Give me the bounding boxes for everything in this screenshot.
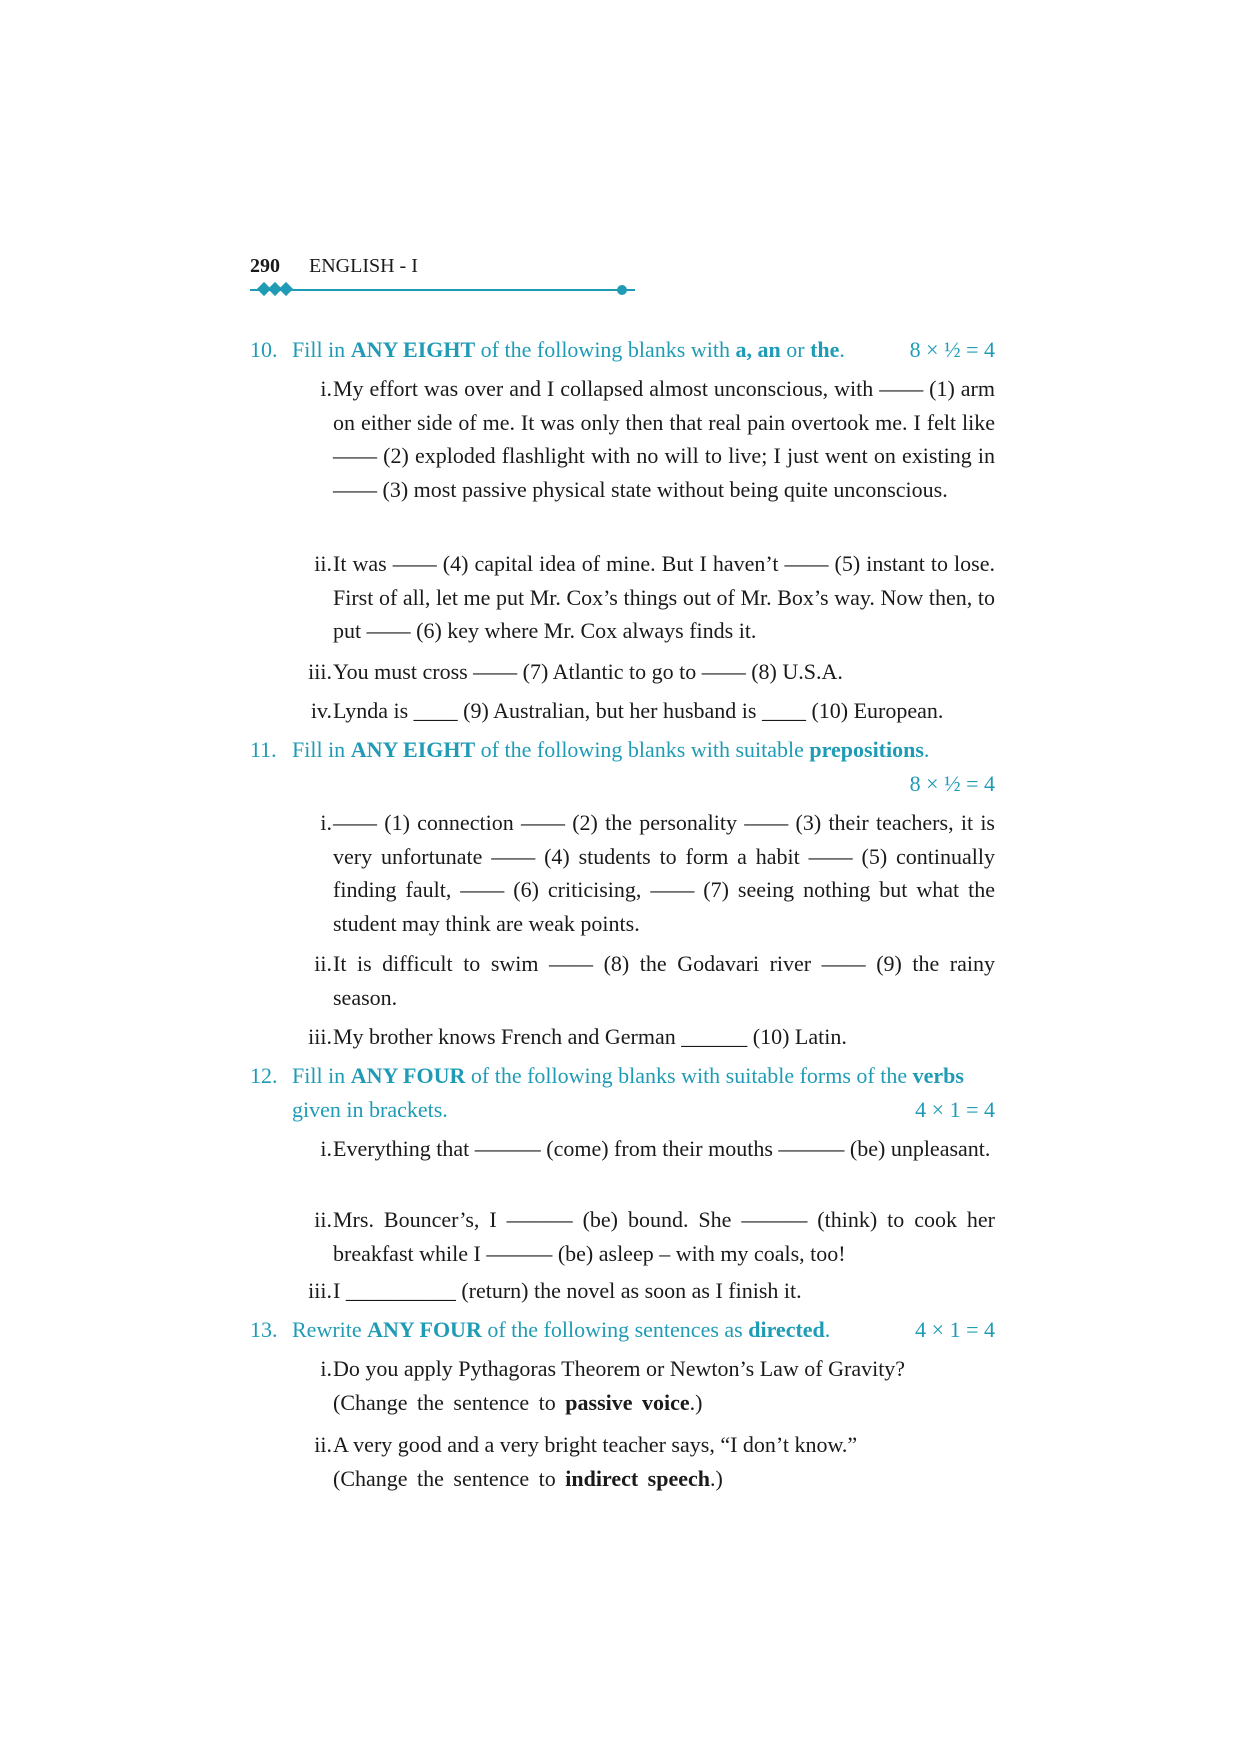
q-text: . (923, 737, 930, 762)
q-emphasis: ANY FOUR (367, 1317, 482, 1342)
q-emphasis: ANY EIGHT (350, 337, 476, 362)
instruction-emphasis: passive voice (565, 1389, 690, 1415)
item-numeral: i. (320, 810, 332, 835)
item-text: Everything that ——— (come) from their mouths ——— (be) unpleasant. (333, 1136, 991, 1161)
question-number: 11. (250, 737, 277, 762)
q-emphasis: directed (748, 1317, 825, 1342)
q-emphasis: ANY FOUR (350, 1063, 466, 1088)
question-number: 10. (250, 337, 278, 362)
q-emphasis: verbs (912, 1063, 964, 1088)
item-text: You must cross —— (7) Atlantic to go to —— (8) U.S.A. (333, 659, 843, 684)
marks-label: 4 × 1 = 4 (915, 1317, 995, 1342)
question-10-heading (250, 333, 995, 367)
item-text: It was —— (4) capital idea of mine. But I haven’t —— (5) instant to lose. First of all, let me put Mr. Cox’s things out of Mr. Box’s way. Now then, to put —— (6) key where Mr. Cox always finds it. (333, 551, 995, 643)
item-numeral: i. (320, 1136, 332, 1161)
item-text: A very good and a very bright teacher says, “I don’t know.” (333, 1432, 858, 1457)
q-text: of the following blanks with suitable (475, 737, 810, 762)
question-13-heading (250, 1313, 995, 1347)
q-text: Fill in (292, 337, 351, 362)
question-item (296, 1352, 995, 1419)
book-title: ENGLISH - I (309, 255, 418, 277)
item-text: My effort was over and I collapsed almost unconscious, with —— (1) arm on either side of me. It was only then that real pain overtook me. I felt like —— (2) exploded flashlight with no will to live; I just went on existing in —— (3) most passive physical state without being quite unconscious. (333, 376, 995, 502)
question-11-heading (250, 733, 995, 796)
instruction-text: (Change the sentence to (333, 1389, 566, 1415)
instruction-text: .) (710, 1465, 723, 1491)
item-numeral: iii. (308, 1024, 332, 1049)
item-numeral: iv. (310, 698, 332, 723)
question-12-heading (250, 1059, 995, 1127)
question-item (296, 1203, 995, 1270)
question-item (296, 806, 995, 940)
header-rule (250, 289, 635, 291)
q-text: of the following blanks with suitable forms of the (465, 1063, 913, 1088)
question-item (296, 947, 995, 1014)
q-text: or (780, 337, 811, 362)
diamond-ornament-icon (279, 282, 293, 296)
q-emphasis: ANY EIGHT (350, 737, 476, 762)
q-text: . (839, 337, 845, 362)
q-emphasis: prepositions (809, 737, 924, 762)
q-text: Fill in (292, 1063, 351, 1088)
question-item (296, 1274, 995, 1308)
item-numeral: ii. (314, 1207, 332, 1232)
marks-label: 4 × 1 = 4 (915, 1097, 995, 1122)
item-instruction (333, 1462, 995, 1496)
question-item (296, 1132, 995, 1166)
question-item (296, 1020, 995, 1054)
instruction-emphasis: indirect speech (565, 1465, 711, 1491)
instruction-text: (Change the sentence to (333, 1465, 566, 1491)
item-numeral: ii. (314, 951, 332, 976)
q-text-line2: given in brackets. (292, 1097, 448, 1122)
item-numeral: ii. (314, 1432, 332, 1457)
marks-label: 8 × ½ = 4 (909, 337, 995, 362)
question-item (296, 655, 995, 689)
q-emphasis: the (810, 337, 840, 362)
item-numeral: iii. (308, 659, 332, 684)
question-item (296, 372, 995, 506)
dot-ornament-icon (617, 285, 627, 295)
question-number: 12. (250, 1063, 278, 1088)
item-text: —— (1) connection —— (2) the personality —— (3) their teachers, it is very unfortunate —— (4) students to form a habit —— (5) continually finding fault, —— (6) criticising, —— (7) seeing nothing but what the student may think are weak points. (333, 810, 995, 936)
item-text: Mrs. Bouncer’s, I ——— (be) bound. She ——— (think) to cook her breakfast while I ——— (be) asleep – with my coals, too! (333, 1207, 995, 1266)
question-item (296, 547, 995, 648)
marks-label: 8 × ½ = 4 (909, 771, 995, 796)
q-text: of the following blanks with (475, 337, 736, 362)
q-emphasis: a, an (735, 337, 781, 362)
instruction-text: .) (689, 1389, 703, 1415)
q-text: . (824, 1317, 831, 1342)
item-text: I __________ (return) the novel as soon as I finish it. (333, 1278, 802, 1303)
running-header (250, 255, 418, 278)
item-numeral: i. (320, 376, 332, 401)
q-text: of the following sentences as (481, 1317, 749, 1342)
q-text: Fill in (292, 737, 351, 762)
item-text: Do you apply Pythagoras Theorem or Newton’s Law of Gravity? (333, 1356, 906, 1381)
item-numeral: ii. (314, 551, 332, 576)
item-text: It is difficult to swim —— (8) the Godavari river —— (9) the rainy season. (333, 951, 995, 1010)
question-item (296, 1428, 995, 1495)
item-instruction (333, 1386, 995, 1420)
item-numeral: i. (320, 1356, 332, 1381)
q-text: Rewrite (292, 1317, 368, 1342)
question-number: 13. (250, 1317, 278, 1342)
item-text: Lynda is ____ (9) Australian, but her husband is ____ (10) European. (333, 698, 944, 723)
page-number: 290 (250, 255, 280, 277)
item-text: My brother knows French and German ______ (10) Latin. (333, 1024, 847, 1049)
question-item (296, 694, 995, 728)
item-numeral: iii. (308, 1278, 332, 1303)
